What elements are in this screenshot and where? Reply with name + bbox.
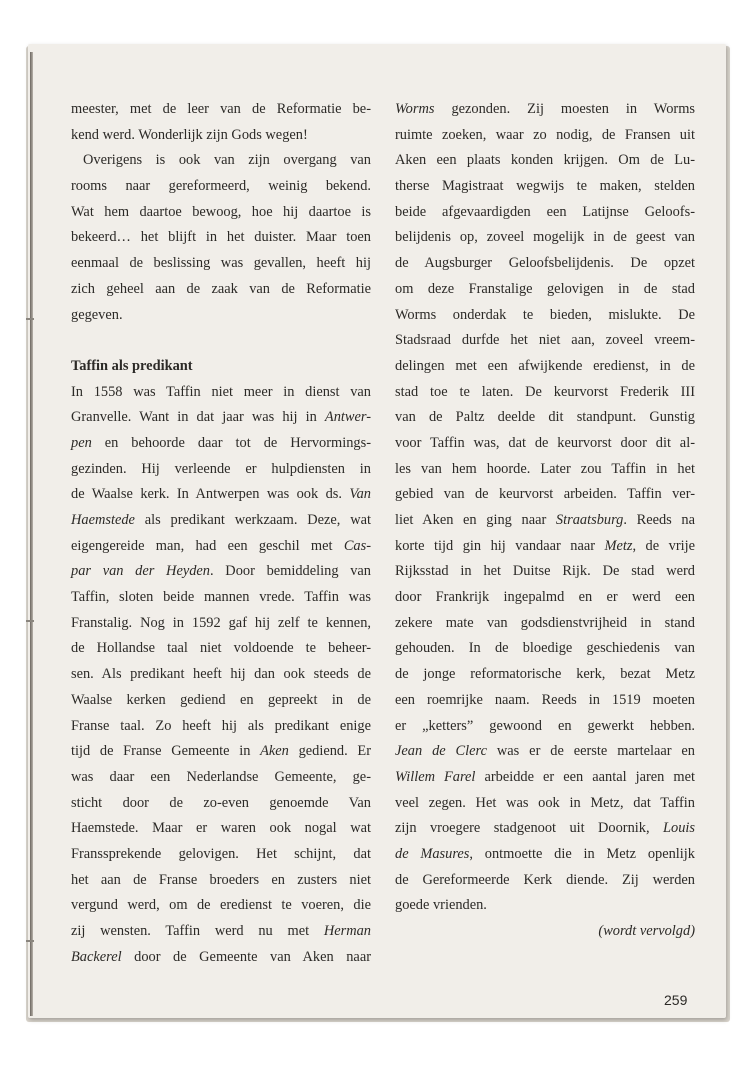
text-line: gehouden. In de bloedige geschiedenis van xyxy=(395,640,695,657)
text-line: Franstalig. Nog in 1592 gaf hij zelf te kennen, xyxy=(71,614,371,631)
binding-mark xyxy=(26,318,34,320)
italic-run: Louis xyxy=(663,820,695,837)
italic-run: Metz xyxy=(604,537,633,554)
text-line: Aken een plaats konden krijgen. Om de Lu- xyxy=(395,152,695,169)
text-line: beide afgevaardigden een Latijnse Geloofs- xyxy=(395,203,695,220)
italic-run: Van xyxy=(349,486,371,503)
text-run: , de vrije xyxy=(632,537,695,554)
text-line: was daar een Nederlandse Gemeente, ge- xyxy=(71,768,371,785)
text-line: gegeven. xyxy=(71,306,123,323)
italic-run: Cas- xyxy=(343,537,371,554)
text-line xyxy=(71,945,371,971)
text-run: . Door bemiddeling van xyxy=(210,563,371,580)
page-number: 259 xyxy=(664,992,688,1008)
text-line: Haemstede. Maar er waren ook nogal wat xyxy=(71,820,371,837)
text-line: het aan de Franse broeders en zusters niet xyxy=(71,871,371,888)
text-line: de Augsburger Geloofsbelijdenis. De opzet xyxy=(395,255,695,272)
text-line: delingen met een afwijkende eredienst, in de xyxy=(395,357,695,374)
right-paragraph-1 xyxy=(395,97,695,919)
text-line: zekere mate van godsdienstvrijheid in stand xyxy=(395,614,695,631)
text-line xyxy=(395,842,695,868)
text-line: zich geheel aan de zaak van de Reformatie xyxy=(71,280,371,297)
italic-run: Aken xyxy=(260,743,289,760)
text-run: eigengereide man, had een geschil met xyxy=(71,537,344,554)
text-run: Granvelle. Want in dat jaar was hij in xyxy=(71,409,325,426)
left-column xyxy=(71,97,371,970)
italic-run: pen xyxy=(71,434,92,451)
text-line: vergund werd, om de eredienst te voeren, die xyxy=(71,897,371,914)
text-line: gebied van de keurvorst arbeiden. Taffin ver- xyxy=(395,486,695,503)
text-line: stad toe te laten. De keurvorst Frederik III xyxy=(395,383,695,400)
right-column xyxy=(395,97,695,945)
text-line: sen. Als predikant heeft hij dan ook steeds de xyxy=(71,666,371,683)
text-run: arbeidde er een aantal jaren met xyxy=(475,768,695,785)
text-line: er „ketters” gewoond en gewerkt hebben. xyxy=(395,717,695,734)
text-line xyxy=(71,482,371,508)
italic-run: de Masures xyxy=(395,845,470,862)
text-line xyxy=(71,431,371,457)
text-line: eenmaal de beslissing was gevallen, heeft hij xyxy=(71,255,371,272)
italic-run: Haemstede xyxy=(71,512,135,528)
text-run: gezonden. Zij moesten in Worms xyxy=(434,101,695,117)
text-line: les van hem hoorde. Later zou Taffin in het xyxy=(395,460,695,477)
text-line: gezinden. Hij verleende er hulpdiensten in xyxy=(71,460,371,477)
italic-run: Jean de Clerc xyxy=(395,743,487,760)
text-line: goede vrienden. xyxy=(395,897,487,914)
text-line: kend werd. Wonderlijk zijn Gods wegen! xyxy=(71,126,308,143)
left-paragraph-2 xyxy=(71,148,371,328)
text-run: zij wensten. Taffin werd nu met xyxy=(71,923,324,939)
text-line xyxy=(71,739,371,765)
text-line: de Gereformeerde Kerk diende. Zij werden xyxy=(395,871,695,888)
text-line: meester, met de leer van de Reformatie be- xyxy=(71,101,371,117)
italic-run: Herman xyxy=(323,923,371,939)
text-run: , ontmoette die in Metz openlijk xyxy=(469,845,695,862)
italic-run: par van der Heyden xyxy=(71,563,210,580)
text-line: Worms onderdak te bieden, mislukte. De xyxy=(395,306,695,323)
book-spine xyxy=(30,52,33,1016)
text-line: de Hollandse taal niet voldoende te beheer- xyxy=(71,640,371,657)
text-run: liet Aken en ging naar xyxy=(395,512,556,528)
text-line: Stadsraad durfde het niet aan, zoveel vreem- xyxy=(395,332,695,349)
text-line: In 1558 was Taffin niet meer in dienst van xyxy=(71,383,371,400)
text-line: therse Magistraat wegwijs te maken, stelden xyxy=(395,178,695,195)
text-run: tijd de Franse Gemeente in xyxy=(71,743,261,760)
text-line: Wat hem daartoe bewoog, hoe hij daartoe is xyxy=(71,203,371,220)
text-run: gediend. Er xyxy=(288,743,371,760)
text-line xyxy=(71,508,371,534)
text-line xyxy=(395,739,695,765)
italic-run: Worms xyxy=(395,101,435,117)
text-run: de Waalse kerk. In Antwerpen was ook ds. xyxy=(71,486,350,503)
section-heading: Taffin als predikant xyxy=(71,357,193,374)
text-line: veel zegen. Het was ook in Metz, dat Taffin xyxy=(395,794,695,811)
text-line xyxy=(71,534,371,560)
text-line: van de Paltz deelde dit standpunt. Gunstig xyxy=(395,409,695,426)
text-line: voor Taffin was, dat de keurvorst door dit al- xyxy=(395,434,695,451)
text-line xyxy=(395,816,695,842)
text-line xyxy=(395,765,695,791)
text-run: als predikant werkzaam. Deze, wat xyxy=(134,512,371,528)
text-run: door de Gemeente van Aken naar xyxy=(121,948,371,965)
text-line: door Frankrijk ingepalmd en er werd een xyxy=(395,589,695,606)
text-line xyxy=(395,508,695,534)
text-line: ruimte zoeken, waar zo nodig, de Fransen uit xyxy=(395,126,695,143)
text-line: belijdenis op, zoveel mogelijk in de geest van xyxy=(395,229,695,246)
text-line: sticht door de zo-even genoemde Van xyxy=(71,794,371,811)
italic-run: Straatsburg xyxy=(555,512,624,528)
italic-run: Willem Farel xyxy=(395,768,476,785)
binding-mark xyxy=(26,940,34,942)
text-line: Overigens is ook van zijn overgang van xyxy=(83,152,371,169)
text-line: Taffin, sloten beide mannen vrede. Taffin was xyxy=(71,589,371,606)
text-run: . Reeds na xyxy=(623,512,695,528)
text-line xyxy=(71,919,371,945)
text-line: de jonge reformatorische kerk, bezat Metz xyxy=(395,666,695,683)
text-line: om deze Franstalige gelovigen in de stad xyxy=(395,280,695,297)
text-line: Rijksstad in het Duitse Rijk. De stad werd xyxy=(395,563,695,580)
text-line: een roemrijke naam. Reeds in 1519 moeten xyxy=(395,691,695,708)
text-run: was er de eerste martelaar en xyxy=(487,743,696,760)
continuation-note: (wordt vervolgd) xyxy=(598,923,695,939)
text-line xyxy=(71,559,371,585)
text-line xyxy=(395,97,695,123)
text-line: rooms naar gereformeerd, weinig bekend. xyxy=(71,178,371,195)
text-line xyxy=(71,405,371,431)
left-paragraph-3 xyxy=(71,380,371,971)
text-run: zijn vroegere stadgenoot uit Doornik, xyxy=(395,820,663,837)
text-line: Franssprekende gelovigen. Het schijnt, dat xyxy=(71,845,371,862)
text-line: Waalse kerken gediend en gepreekt in de xyxy=(71,691,371,708)
text-line: bekeerd… het blijft in het duister. Maar toen xyxy=(71,229,371,246)
left-paragraph-1 xyxy=(71,97,371,148)
binding-mark xyxy=(26,620,34,622)
italic-run: Backerel xyxy=(71,948,122,965)
text-line: Franse taal. Zo heeft hij als predikant enige xyxy=(71,717,371,734)
text-line xyxy=(395,534,695,560)
text-run: korte tijd gin hij vandaar naar xyxy=(395,537,605,554)
text-run: en behoorde daar tot de Hervormings- xyxy=(91,434,371,451)
italic-run: Antwer- xyxy=(324,409,371,426)
